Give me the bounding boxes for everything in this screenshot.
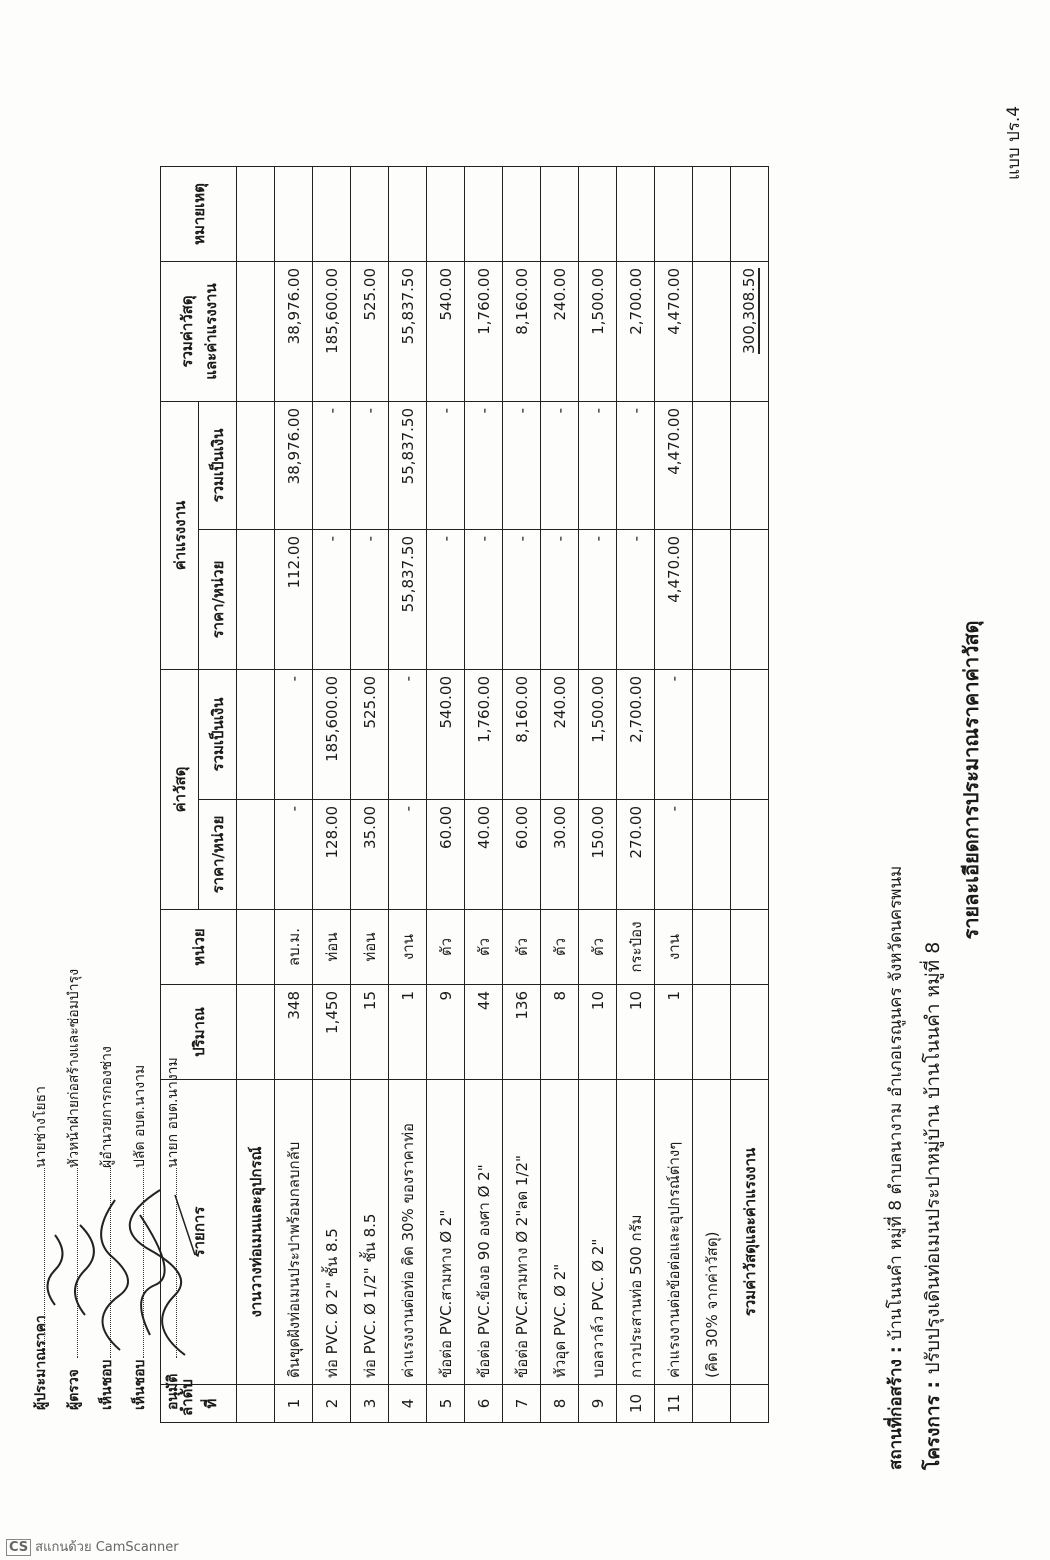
row-total: 55,837.50 xyxy=(389,261,427,401)
row-remark xyxy=(389,166,427,261)
row-material-unit-price: 35.00 xyxy=(351,800,389,910)
row-unit: งาน xyxy=(655,910,693,985)
row-item: ท่อ PVC. Ø 1/2" ชั้น 8.5 xyxy=(351,1080,389,1385)
row-item: ดินขุดฝังท่อเมนประปาพร้อมกลบกลับ xyxy=(275,1080,313,1385)
row-total: 38,976.00 xyxy=(275,261,313,401)
row-item: ข้อต่อ PVC.สามทาง Ø 2"ลด 1/2" xyxy=(503,1080,541,1385)
header-unit: หน่วย xyxy=(161,910,237,985)
project-label: โครงการ : xyxy=(922,1381,944,1470)
row-remark xyxy=(579,166,617,261)
header-qty: ปริมาณ xyxy=(161,985,237,1080)
signature-title: หัวหน้าฝ่ายก่อสร้างและซ่อมบำรุง xyxy=(66,968,82,1168)
section-label: งานวางท่อเมนและอุปกรณ์ xyxy=(237,1080,275,1385)
row-item: กาวประสานท่อ 500 กรัม xyxy=(617,1080,655,1385)
table-row xyxy=(427,166,465,1422)
row-labor-unit-price: - xyxy=(541,530,579,670)
header-material-amount: รวมเป็นเงิน xyxy=(199,670,237,800)
row-total: 185,600.00 xyxy=(313,261,351,401)
row-qty: 44 xyxy=(465,985,503,1080)
table-row xyxy=(465,166,503,1422)
row-labor-unit-price: - xyxy=(579,530,617,670)
row-remark xyxy=(313,166,351,261)
row-material-amount: 240.00 xyxy=(541,670,579,800)
header-labor: ค่าแรงงาน xyxy=(161,401,199,669)
row-qty: 136 xyxy=(503,985,541,1080)
note-label: (คิด 30% จากค่าวัสดุ) xyxy=(693,1080,731,1385)
row-labor-amount: - xyxy=(579,401,617,529)
project-line xyxy=(918,942,948,1470)
row-qty: 10 xyxy=(579,985,617,1080)
camscanner-logo: CS xyxy=(6,1539,31,1556)
signature-title: นายก อบต.นางาม xyxy=(165,1057,181,1168)
row-item: ท่อ PVC. Ø 2" ชั้น 8.5 xyxy=(313,1080,351,1385)
row-no: 10 xyxy=(617,1385,655,1423)
signature-title: ผู้อำนวยการกองช่าง xyxy=(99,1046,115,1168)
row-no: 7 xyxy=(503,1385,541,1423)
row-remark xyxy=(275,166,313,261)
row-material-unit-price: 150.00 xyxy=(579,800,617,910)
table-row xyxy=(351,166,389,1422)
signature-role: เห็นชอบ xyxy=(132,1359,148,1410)
row-material-amount: - xyxy=(389,670,427,800)
row-labor-unit-price: 4,470.00 xyxy=(655,530,693,670)
row-unit: งาน xyxy=(389,910,427,985)
row-qty: 348 xyxy=(275,985,313,1080)
row-material-amount: 1,760.00 xyxy=(465,670,503,800)
row-material-unit-price: 270.00 xyxy=(617,800,655,910)
table-row xyxy=(313,166,351,1422)
row-qty: 15 xyxy=(351,985,389,1080)
signature-role: ผู้ตรวจ xyxy=(66,1369,82,1410)
row-remark xyxy=(351,166,389,261)
row-labor-amount: - xyxy=(503,401,541,529)
signature-title: ปลัด อบต.นางาม xyxy=(132,1064,148,1168)
row-material-unit-price: 60.00 xyxy=(427,800,465,910)
row-material-amount: 8,160.00 xyxy=(503,670,541,800)
section-row xyxy=(237,166,275,1422)
row-no: 9 xyxy=(579,1385,617,1423)
location-label: สถานที่ก่อสร้าง : xyxy=(886,1346,906,1470)
header-labor-unit-price: ราคา/หน่วย xyxy=(199,530,237,670)
table-row xyxy=(389,166,427,1422)
row-material-amount: 1,500.00 xyxy=(579,670,617,800)
row-material-amount: - xyxy=(655,670,693,800)
row-unit: ท่อน xyxy=(351,910,389,985)
row-no: 5 xyxy=(427,1385,465,1423)
header-remark: หมายเหตุ xyxy=(161,166,237,261)
row-labor-amount: - xyxy=(351,401,389,529)
row-labor-amount: - xyxy=(427,401,465,529)
row-material-unit-price: 60.00 xyxy=(503,800,541,910)
row-labor-unit-price: 112.00 xyxy=(275,530,313,670)
row-no: 3 xyxy=(351,1385,389,1423)
row-qty: 1 xyxy=(655,985,693,1080)
row-no: 8 xyxy=(541,1385,579,1423)
row-qty: 1 xyxy=(389,985,427,1080)
row-material-unit-price: 30.00 xyxy=(541,800,579,910)
row-remark xyxy=(465,166,503,261)
row-no: 6 xyxy=(465,1385,503,1423)
row-material-amount: 185,600.00 xyxy=(313,670,351,800)
row-total: 1,760.00 xyxy=(465,261,503,401)
row-remark xyxy=(427,166,465,261)
row-unit: ลบ.ม. xyxy=(275,910,313,985)
location-value: บ้านโนนคำ หมู่ที่ 8 ตำบลนางาม อำเภอเรณูนคร จังหวัดนครพนม xyxy=(886,865,906,1341)
row-remark xyxy=(655,166,693,261)
row-unit: ตัว xyxy=(541,910,579,985)
row-total: 1,500.00 xyxy=(579,261,617,401)
row-qty: 9 xyxy=(427,985,465,1080)
row-labor-unit-price: - xyxy=(503,530,541,670)
row-unit: ตัว xyxy=(427,910,465,985)
row-labor-unit-price: - xyxy=(427,530,465,670)
row-material-unit-price: 128.00 xyxy=(313,800,351,910)
row-labor-unit-price: - xyxy=(465,530,503,670)
row-labor-unit-price: - xyxy=(351,530,389,670)
row-labor-amount: - xyxy=(541,401,579,529)
row-total: 2,700.00 xyxy=(617,261,655,401)
header-item: รายการ xyxy=(161,1080,237,1385)
table-row xyxy=(503,166,541,1422)
row-labor-amount: 4,470.00 xyxy=(655,401,693,529)
row-unit: ตัว xyxy=(579,910,617,985)
total-row xyxy=(731,166,769,1422)
row-total: 4,470.00 xyxy=(655,261,693,401)
row-material-unit-price: 40.00 xyxy=(465,800,503,910)
camscanner-text: สแกนด้วย CamScanner xyxy=(35,1540,179,1555)
row-material-unit-price: - xyxy=(389,800,427,910)
row-labor-amount: - xyxy=(313,401,351,529)
row-qty: 10 xyxy=(617,985,655,1080)
row-total: 525.00 xyxy=(351,261,389,401)
total-label: รวมค่าวัสดุและค่าแรงงาน xyxy=(731,1080,769,1385)
signature-role: เห็นชอบ xyxy=(99,1359,115,1410)
row-labor-unit-price: 55,837.50 xyxy=(389,530,427,670)
row-unit: กระป๋อง xyxy=(617,910,655,985)
row-no: 4 xyxy=(389,1385,427,1423)
signature-title: นายช่างโยธา xyxy=(33,1086,49,1168)
row-total: 540.00 xyxy=(427,261,465,401)
note-row xyxy=(693,166,731,1422)
row-material-unit-price: - xyxy=(275,800,313,910)
row-material-amount: 525.00 xyxy=(351,670,389,800)
row-item: บอลวาล์ว PVC. Ø 2" xyxy=(579,1080,617,1385)
row-labor-amount: 38,976.00 xyxy=(275,401,313,529)
row-item: ค่าแรงงานต่อข้อต่อและอุปกรณ์ต่างๆ xyxy=(655,1080,693,1385)
row-remark xyxy=(617,166,655,261)
row-labor-unit-price: - xyxy=(313,530,351,670)
table-row xyxy=(275,166,313,1422)
row-labor-amount: - xyxy=(617,401,655,529)
row-remark xyxy=(541,166,579,261)
handwritten-signatures xyxy=(25,1175,200,1375)
location-line xyxy=(882,866,909,1470)
table-row xyxy=(617,166,655,1422)
row-no: 1 xyxy=(275,1385,313,1423)
row-item: หัวอุด PVC. Ø 2" xyxy=(541,1080,579,1385)
form-code: แบบ ปร.4 xyxy=(1004,105,1024,180)
row-remark xyxy=(503,166,541,261)
row-total: 240.00 xyxy=(541,261,579,401)
row-labor-amount: - xyxy=(465,401,503,529)
table-row xyxy=(655,166,693,1422)
row-unit: ตัว xyxy=(465,910,503,985)
camscanner-watermark xyxy=(6,1536,179,1557)
header-total: รวมค่าวัสดุ และค่าแรงงาน xyxy=(161,261,237,401)
row-material-amount: 2,700.00 xyxy=(617,670,655,800)
row-material-amount: - xyxy=(275,670,313,800)
header-material-unit-price: ราคา/หน่วย xyxy=(199,800,237,910)
row-item: ข้อต่อ PVC.สามทาง Ø 2" xyxy=(427,1080,465,1385)
row-total: 8,160.00 xyxy=(503,261,541,401)
row-labor-unit-price: - xyxy=(617,530,655,670)
header-no: ลำดับ ที่ xyxy=(161,1385,237,1423)
total-value: 300,308.50 xyxy=(739,267,758,354)
row-unit: ตัว xyxy=(503,910,541,985)
row-item: ค่าแรงงานต่อท่อ คิด 30% ของราคาท่อ xyxy=(389,1080,427,1385)
header-material: ค่าวัสดุ xyxy=(161,670,199,910)
row-material-amount: 540.00 xyxy=(427,670,465,800)
estimate-table xyxy=(160,166,769,1423)
table-row xyxy=(541,166,579,1422)
row-material-unit-price: - xyxy=(655,800,693,910)
row-no: 11 xyxy=(655,1385,693,1423)
table-row xyxy=(579,166,617,1422)
row-item: ข้อต่อ PVC.ข้องอ 90 องศา Ø 2" xyxy=(465,1080,503,1385)
header-labor-amount: รวมเป็นเงิน xyxy=(199,401,237,529)
row-unit: ท่อน xyxy=(313,910,351,985)
row-qty: 8 xyxy=(541,985,579,1080)
row-no: 2 xyxy=(313,1385,351,1423)
row-labor-amount: 55,837.50 xyxy=(389,401,427,529)
page-title: รายละเอียดการประมาณราคาค่าวัสดุ xyxy=(959,620,983,940)
signature-role: ผู้ประมาณราคา xyxy=(33,1315,49,1410)
row-qty: 1,450 xyxy=(313,985,351,1080)
signature-role: อนุมัติ xyxy=(165,1373,181,1410)
project-value: ปรับปรุงเดินท่อเมนประปาหมู่บ้าน บ้านโนนคำ หมู่ที่ 8 xyxy=(922,941,944,1375)
